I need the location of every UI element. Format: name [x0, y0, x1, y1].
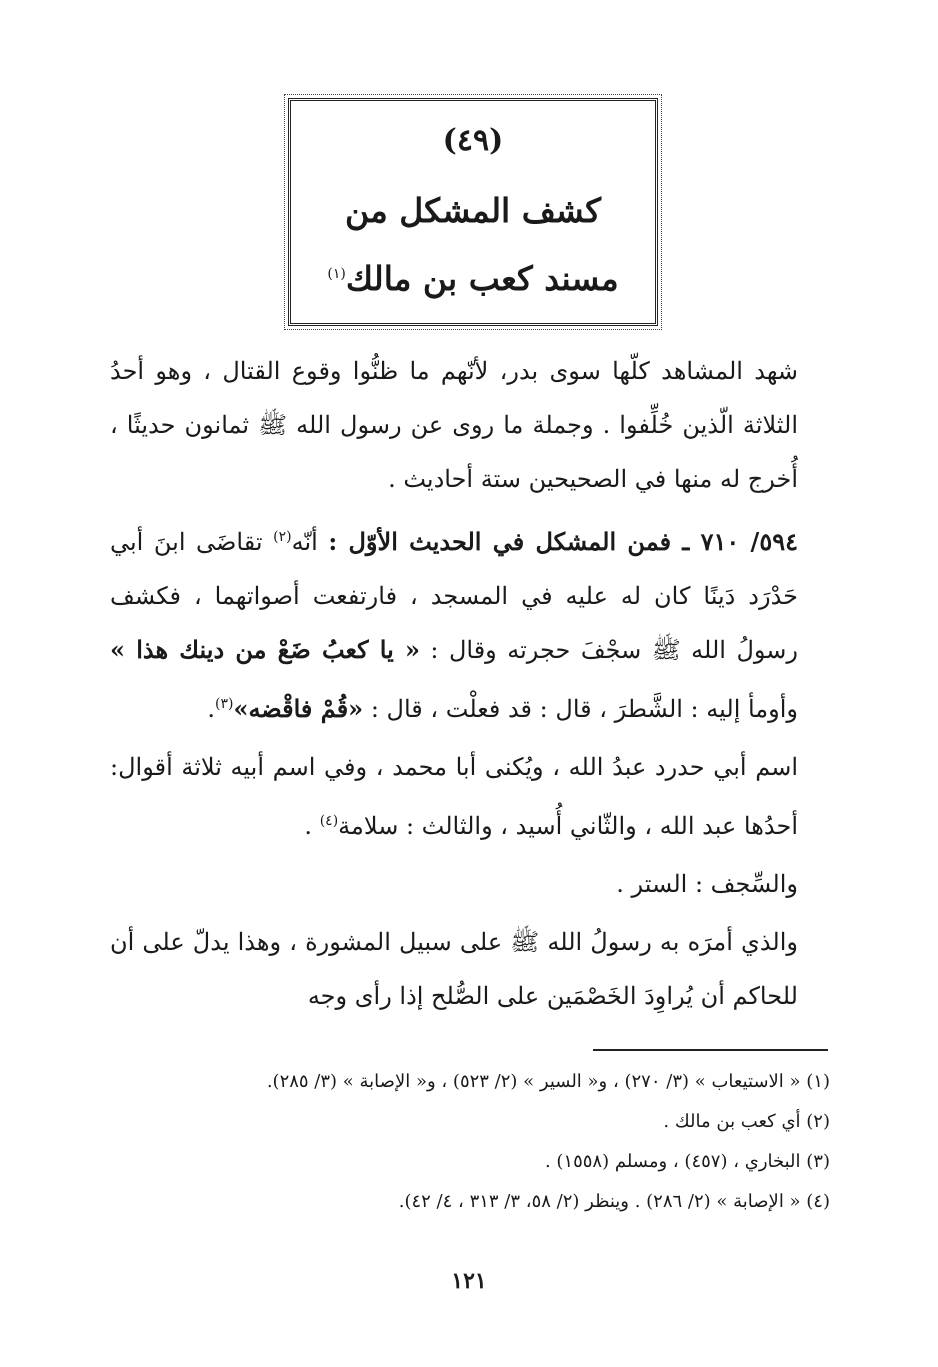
intro-paragraph: شهد المشاهد كلّها سوى بدر، لأنّهم ما ظنُّوا وقوع القتال ، وهو أحدُ الثلاثة الّذين خُلِّفوا . وجملة ما روى عن رسول الله ﷺ ثمانون حديثًا ، أُخرج له منها في الصحيحين ستة أحاديث .: [110, 357, 798, 493]
footnote-ref-2: (٢): [273, 529, 292, 545]
hadith-heading: ٥٩٤/ ٧١٠ ـ فمن المشكل في الحديث الأوّل :: [328, 527, 798, 556]
hadith-quote2: «قُمْ فاقْضه»: [233, 694, 364, 723]
main-text: [110, 344, 838, 1027]
name-paragraph: [110, 740, 838, 853]
sijf-paragraph: والسِّجف : الستر .: [616, 870, 798, 898]
hadith-paragraph: ٥٩٤/ ٧١٠ ـ فمن المشكل في الحديث الأوّل : أنّه$^{(٢)}$ تقاضَى ابنَ أبي حَدْرَد دَينًا كان له عليه في المسجد ، فارتفعت أصواتهما ، فكشف رسولُ الله ﷺ سجْفَ حجرته وقال : « يا كعبُ ضَعْ من دينك هذا » وأومأ إليه : الشَّطرَ ، قال : قد فعلْت ، قال : «قُمْ فاقْضه»$^{(٣)}$.: [110, 527, 798, 723]
name-text: اسم أبي حدرد عبدُ الله ، ويُكنى أبا محمد ، وفي اسم أبيه ثلاثة أقوال: أحدُها عبد الله ، والثّاني أُسيد ، والثالث : سلامة: [110, 753, 798, 840]
footnote-1: (١) « الاستيعاب » (٣/ ٢٧٠) ، و« السير » (٢/ ٥٢٣) ، و« الإصابة » (٣/ ٢٨٥).: [266, 1071, 830, 1092]
footnote-ref-3: (٣): [214, 696, 234, 712]
chapter-title-line2: [291, 259, 655, 298]
hadith-anna: أنّه: [291, 528, 318, 556]
hadith-text1: تقاضَى ابنَ أبي حَدْرَد دَينًا كان له عليه في المسجد ، فارتفعت أصواتهما ، فكشف رسولُ الله ﷺ سجْفَ حجرته وقال :: [110, 528, 798, 664]
name-end: .: [304, 812, 320, 840]
chapter-number: (٤٩): [442, 123, 504, 158]
judge-paragraph: والذي أمرَه به رسولُ الله ﷺ على سبيل المشورة ، وهذا يدلّ على أن للحاكم أن يُراوِدَ الخَصْمَين على الصُّلح إذا رأى وجه: [110, 928, 798, 1010]
footnote-3: (٣) البخاري ، (٤٥٧) ، ومسلم (١٥٥٨) .: [544, 1151, 830, 1172]
chapter-title-line2-text: مسند كعب بن مالك: [345, 259, 619, 298]
footnote-ref-4: (٤): [319, 813, 339, 829]
chapter-title-box: [288, 98, 658, 326]
footnote-separator: [593, 1049, 828, 1051]
hadith-text2: وأومأ إليه : الشَّطرَ ، قال : قد فعلْت ، قال :: [370, 695, 798, 723]
footnote-4: (٤) « الإصابة » (٢/ ٢٨٦) . وينظر (٢/ ٥٨، ٣/ ٣١٣ ، ٤/ ٤٢).: [398, 1191, 830, 1212]
footnote-ref-1: (١): [327, 266, 346, 282]
hadith-quote1: « يا كعبُ ضَعْ من دينك هذا »: [110, 635, 420, 664]
footnote-2: (٢) أي كعب بن مالك .: [663, 1111, 830, 1132]
chapter-title-line1: كشف المشكل من: [344, 191, 602, 230]
footnotes: [110, 1062, 830, 1222]
page-number: ١٢١: [451, 1268, 487, 1294]
